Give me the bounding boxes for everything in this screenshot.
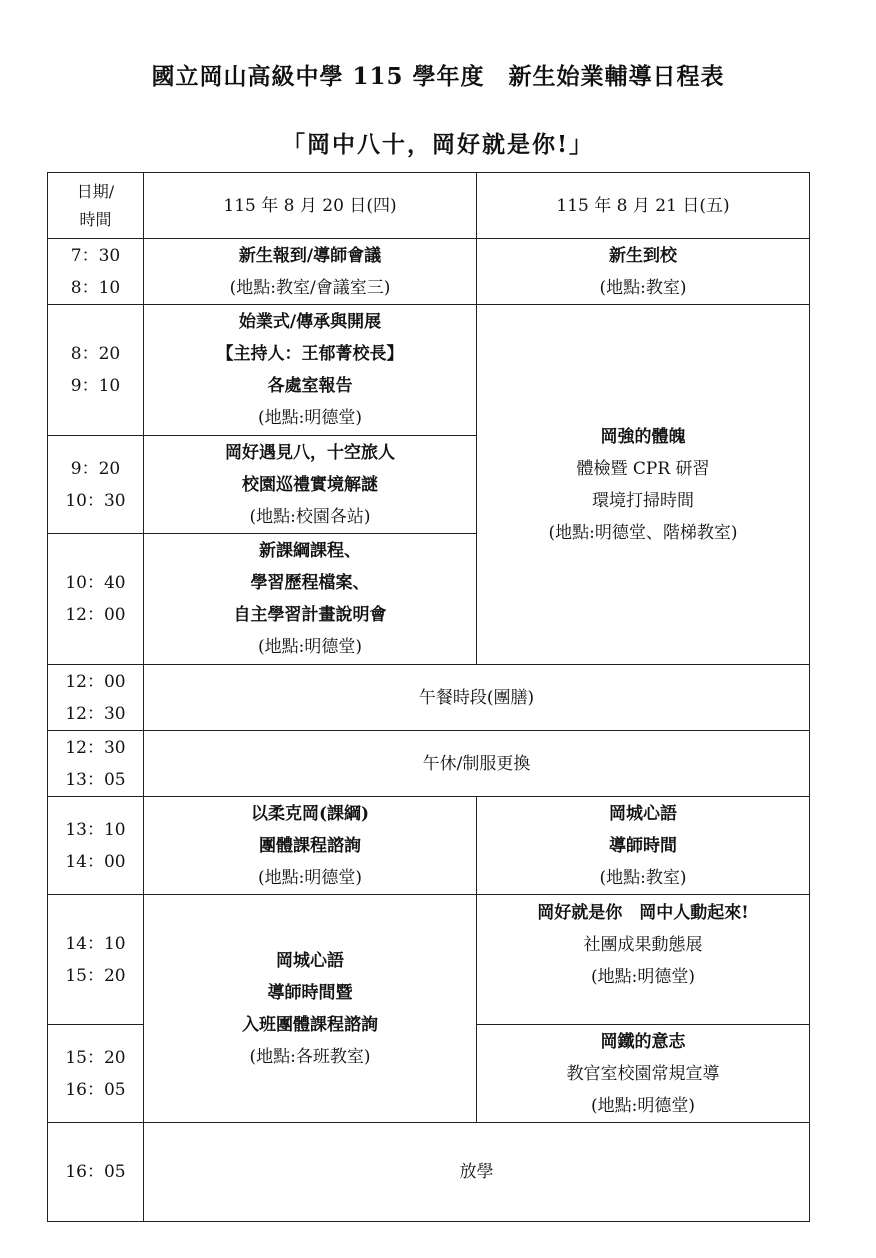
time-start: 9：20: [70, 458, 121, 479]
table-row: [48, 239, 810, 305]
activity-title: 岡好遇見八，十空旅人: [225, 442, 395, 463]
activity-title: 岡強的體魄: [600, 426, 686, 447]
day1-merged-afternoon-cell: [144, 895, 477, 1123]
time-start: 12：30: [65, 737, 126, 758]
time-end: 8：10: [70, 277, 121, 298]
activity-detail: 環境打掃時間: [592, 490, 694, 511]
page-title: 國立岡山高級中學 115 學年度 新生始業輔導日程表: [151, 63, 725, 90]
header-day1: 115 年 8 月 20 日(四): [144, 173, 477, 239]
activity-title: 始業式/傳承與開展: [238, 312, 382, 332]
time-end: 14：00: [65, 851, 126, 872]
time-cell: [48, 1123, 144, 1222]
day1-cell: [144, 305, 477, 436]
activity-detail: 體檢暨 CPR 研習: [576, 458, 710, 479]
activity-title: 岡好就是你 岡中人動起來!: [537, 903, 749, 923]
day2-cell: [477, 895, 810, 1025]
table-row: [48, 797, 810, 895]
activity-location: (地點:明德堂): [591, 1095, 695, 1116]
time-cell: [48, 731, 144, 797]
day1-cell: [144, 436, 477, 534]
activity-title: 以柔克岡(課綱): [250, 803, 370, 824]
activity-title: 導師時間: [609, 835, 677, 856]
time-start: 13：10: [65, 819, 126, 840]
nap-cell: 午休/制服更換: [144, 731, 810, 797]
activity-title: 校園巡禮實境解謎: [242, 474, 378, 495]
activity-title: 入班團體課程諮詢: [242, 1014, 378, 1035]
header-day2: 115 年 8 月 21 日(五): [477, 173, 810, 239]
table-row: [48, 731, 810, 797]
time-start: 12：00: [65, 671, 126, 692]
time-end: 15：20: [65, 965, 126, 986]
time-end: 12：00: [65, 605, 126, 625]
dismissal-cell: 放學: [144, 1123, 810, 1222]
day2-cell: [477, 797, 810, 895]
day2-cell: [477, 239, 810, 305]
time-cell: [48, 895, 144, 1025]
time-end: 9：10: [70, 376, 121, 396]
time-start: 14：10: [65, 933, 126, 954]
time-start: 8：20: [70, 344, 121, 364]
header-time-cell: [48, 173, 144, 239]
table-header-row: [48, 173, 810, 239]
time-cell: [48, 665, 144, 731]
activity-title: 自主學習計畫說明會: [233, 605, 387, 625]
day1-cell: [144, 239, 477, 305]
page-subtitle: 「岡中八十，岡好就是你!」: [281, 131, 595, 158]
time-start: 16：05: [65, 1162, 126, 1182]
activity-title: 岡鐵的意志: [600, 1031, 686, 1052]
activity-title: 岡城心語: [276, 950, 344, 971]
time-start: 15：20: [65, 1047, 126, 1068]
activity-location: (地點:校園各站): [249, 506, 371, 527]
activity-location: (地點:教室/會議室三): [229, 277, 391, 298]
activity-location: (地點:明德堂、階梯教室): [548, 522, 738, 543]
time-start: 10：40: [65, 573, 126, 593]
activity-title: 各處室報告: [267, 376, 353, 396]
activity-title: 學習歷程檔案、: [250, 573, 370, 593]
day2-cell: [477, 1025, 810, 1123]
activity-location: (地點:明德堂): [258, 867, 362, 888]
time-cell: [48, 1025, 144, 1123]
time-cell: [48, 239, 144, 305]
activity-location: (地點:明德堂): [258, 408, 362, 428]
table-row: [48, 1123, 810, 1222]
activity-detail: 社團成果動態展: [583, 935, 703, 955]
header-time-label: 時間: [79, 209, 112, 229]
time-cell: [48, 797, 144, 895]
activity-location: (地點:各班教室): [249, 1046, 371, 1067]
day1-cell: [144, 534, 477, 665]
time-end: 16：05: [65, 1079, 126, 1100]
header-date-label: 日期/: [76, 181, 115, 201]
activity-title: 導師時間暨: [267, 982, 353, 1003]
table-row: [48, 895, 810, 1025]
lunch-cell: 午餐時段(團膳): [144, 665, 810, 731]
time-end: 12：30: [65, 703, 126, 724]
time-cell: [48, 534, 144, 665]
activity-location: (地點:明德堂): [258, 637, 362, 657]
activity-title: 新課綱課程、: [259, 541, 361, 561]
day1-cell: [144, 797, 477, 895]
time-end: 10：30: [65, 490, 126, 511]
activity-host: 【主持人：王郁菁校長】: [216, 344, 404, 364]
day2-merged-morning-cell: [477, 305, 810, 665]
table-row: [48, 305, 810, 436]
activity-title: 新生到校: [609, 245, 677, 266]
activity-title: 新生報到/導師會議: [238, 245, 382, 266]
time-start: 7：30: [70, 245, 121, 266]
time-end: 13：05: [65, 769, 126, 790]
activity-title: 岡城心語: [609, 803, 677, 824]
activity-location: (地點:明德堂): [591, 967, 695, 987]
time-cell: [48, 436, 144, 534]
activity-title: 團體課程諮詢: [259, 835, 361, 856]
time-cell: [48, 305, 144, 436]
table-row: [48, 665, 810, 731]
activity-location: (地點:教室): [599, 867, 687, 888]
schedule-table: [47, 172, 810, 1222]
activity-location: (地點:教室): [599, 277, 687, 298]
activity-detail: 教官室校園常規宣導: [566, 1063, 720, 1084]
